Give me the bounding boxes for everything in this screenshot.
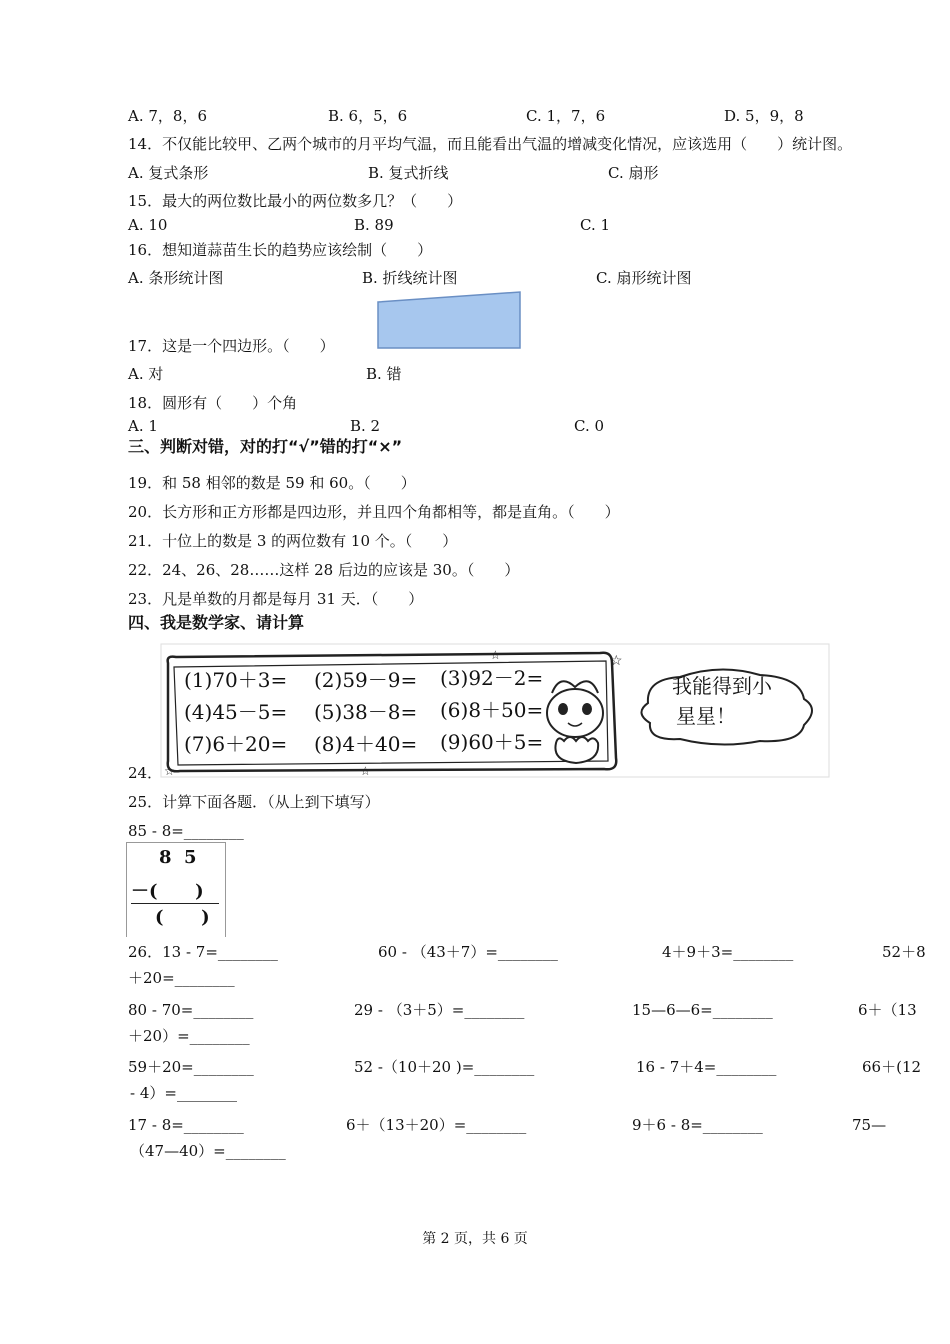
q26-r1-cont: ＋20=________ bbox=[128, 969, 235, 987]
q26-r3-c3: 16 - 7＋4=________ bbox=[636, 1058, 777, 1076]
speech-bubble-line-1: 我能得到小 bbox=[672, 674, 772, 698]
calc-9: (9)60＋5= bbox=[440, 730, 544, 754]
q26-r2-c1: 80 - 70=________ bbox=[128, 1001, 254, 1019]
q14-option-a: A. 复式条形 bbox=[128, 164, 209, 182]
q26-r1-c2: 60 - （43＋7）=________ bbox=[378, 943, 558, 961]
calc-5: (5)38－8= bbox=[314, 700, 418, 724]
calc-1: (1)70＋3= bbox=[184, 668, 288, 692]
calc-2: (2)59－9= bbox=[314, 668, 418, 692]
quadrilateral-figure bbox=[376, 290, 524, 352]
q17-stem: 17．这是一个四边形。（ ） bbox=[128, 337, 335, 355]
calculation-card bbox=[160, 643, 830, 778]
calc-8: (8)4＋40= bbox=[314, 732, 418, 756]
calc-6: (6)8＋50= bbox=[440, 698, 544, 722]
q26-r4-c3: 9＋6 - 8=________ bbox=[632, 1116, 763, 1134]
vertical-minuend: 8 5 bbox=[159, 847, 197, 868]
q16-option-b: B. 折线统计图 bbox=[362, 269, 458, 287]
q26-r2-c4: 6＋（13 bbox=[858, 1001, 917, 1019]
q26-r4-c1: 17 - 8=________ bbox=[128, 1116, 244, 1134]
judgement-20: 20．长方形和正方形都是四边形，并且四个角都相等，都是直角。（ ） bbox=[128, 503, 620, 521]
judgement-23: 23．凡是单数的月都是每月 31 天．（ ） bbox=[128, 590, 424, 608]
q25-stem: 25．计算下面各题．（从上到下填写） bbox=[128, 793, 380, 811]
q15-option-a: A. 10 bbox=[128, 216, 168, 234]
section4-title: 四、我是数学家、请计算 bbox=[128, 613, 305, 632]
q13-option-b: B. 6，5，6 bbox=[328, 107, 408, 125]
calc-7: (7)6＋20= bbox=[184, 732, 288, 756]
vertical-subtraction bbox=[126, 842, 226, 937]
q18-option-c: C. 0 bbox=[574, 417, 605, 435]
svg-text:☆: ☆ bbox=[490, 648, 501, 662]
q14-option-c: C. 扇形 bbox=[608, 164, 659, 182]
q26-r4-cont: （47—40）=________ bbox=[130, 1142, 286, 1160]
q26-r3-cont: - 4）=________ bbox=[130, 1084, 237, 1102]
q18-stem: 18．圆形有（ ）个角 bbox=[128, 394, 298, 412]
q17-option-b: B. 错 bbox=[366, 365, 402, 383]
q24-label: 24． bbox=[128, 764, 163, 782]
q26-r2-c2: 29 - （3＋5）=________ bbox=[354, 1001, 525, 1019]
calc-3: (3)92－2= bbox=[440, 666, 544, 690]
q14-option-b: B. 复式折线 bbox=[368, 164, 449, 182]
q13-option-a: A. 7，8，6 bbox=[128, 107, 207, 125]
q26-r2-cont: ＋20）=________ bbox=[128, 1027, 250, 1045]
q18-option-a: A. 1 bbox=[128, 417, 158, 435]
q16-stem: 16．想知道蒜苗生长的趋势应该绘制（ ） bbox=[128, 241, 433, 259]
q25-expression: 85 - 8=________ bbox=[128, 822, 244, 840]
q26-r4-c2: 6＋（13＋20）=________ bbox=[346, 1116, 527, 1134]
speech-bubble-line-2: 星星！ bbox=[676, 704, 736, 728]
q26-r1-c1: 26．13 - 7=________ bbox=[128, 943, 278, 961]
q26-r3-c2: 52 -（10＋20 )=________ bbox=[354, 1058, 535, 1076]
q26-r3-c4: 66＋(12 bbox=[862, 1058, 922, 1076]
q26-r1-c4: 52＋8 bbox=[882, 943, 926, 961]
judgement-21: 21．十位上的数是 3 的两位数有 10 个。（ ） bbox=[128, 532, 458, 550]
q26-r3-c1: 59＋20=________ bbox=[128, 1058, 254, 1076]
q13-option-d: D. 5，9，8 bbox=[724, 107, 804, 125]
page-footer: 第 2 页，共 6 页 bbox=[422, 1231, 528, 1247]
q14-stem: 14．不仅能比较甲、乙两个城市的月平均气温，而且能看出气温的增减变化情况，应该选用（ ）统计图。 bbox=[128, 135, 853, 153]
vertical-divider bbox=[131, 903, 219, 904]
svg-text:☆: ☆ bbox=[610, 653, 623, 669]
svg-text:☆: ☆ bbox=[360, 764, 371, 778]
q16-option-a: A. 条形统计图 bbox=[128, 269, 224, 287]
q26-r4-c4: 75— bbox=[852, 1116, 887, 1134]
vertical-result: ( ) bbox=[155, 907, 210, 928]
q15-option-c: C. 1 bbox=[580, 216, 611, 234]
section3-title: 三、判断对错，对的打“√”错的打“×” bbox=[128, 437, 403, 456]
q15-stem: 15．最大的两位数比最小的两位数多几？（ ） bbox=[128, 192, 463, 210]
q13-option-c: C. 1，7，6 bbox=[526, 107, 606, 125]
vertical-subtrahend: －( ) bbox=[131, 881, 204, 902]
svg-text:☆: ☆ bbox=[164, 764, 175, 778]
q26-r2-c3: 15—6—6=________ bbox=[632, 1001, 773, 1019]
q17-option-a: A. 对 bbox=[128, 365, 164, 383]
calc-4: (4)45－5= bbox=[184, 700, 288, 724]
q18-option-b: B. 2 bbox=[350, 417, 381, 435]
judgement-19: 19．和 58 相邻的数是 59 和 60。（ ） bbox=[128, 474, 416, 492]
q16-option-c: C. 扇形统计图 bbox=[596, 269, 692, 287]
q15-option-b: B. 89 bbox=[354, 216, 394, 234]
judgement-22: 22．24、26、28……这样 28 后边的应该是 30。（ ） bbox=[128, 561, 520, 579]
q26-r1-c3: 4＋9＋3=________ bbox=[662, 943, 794, 961]
